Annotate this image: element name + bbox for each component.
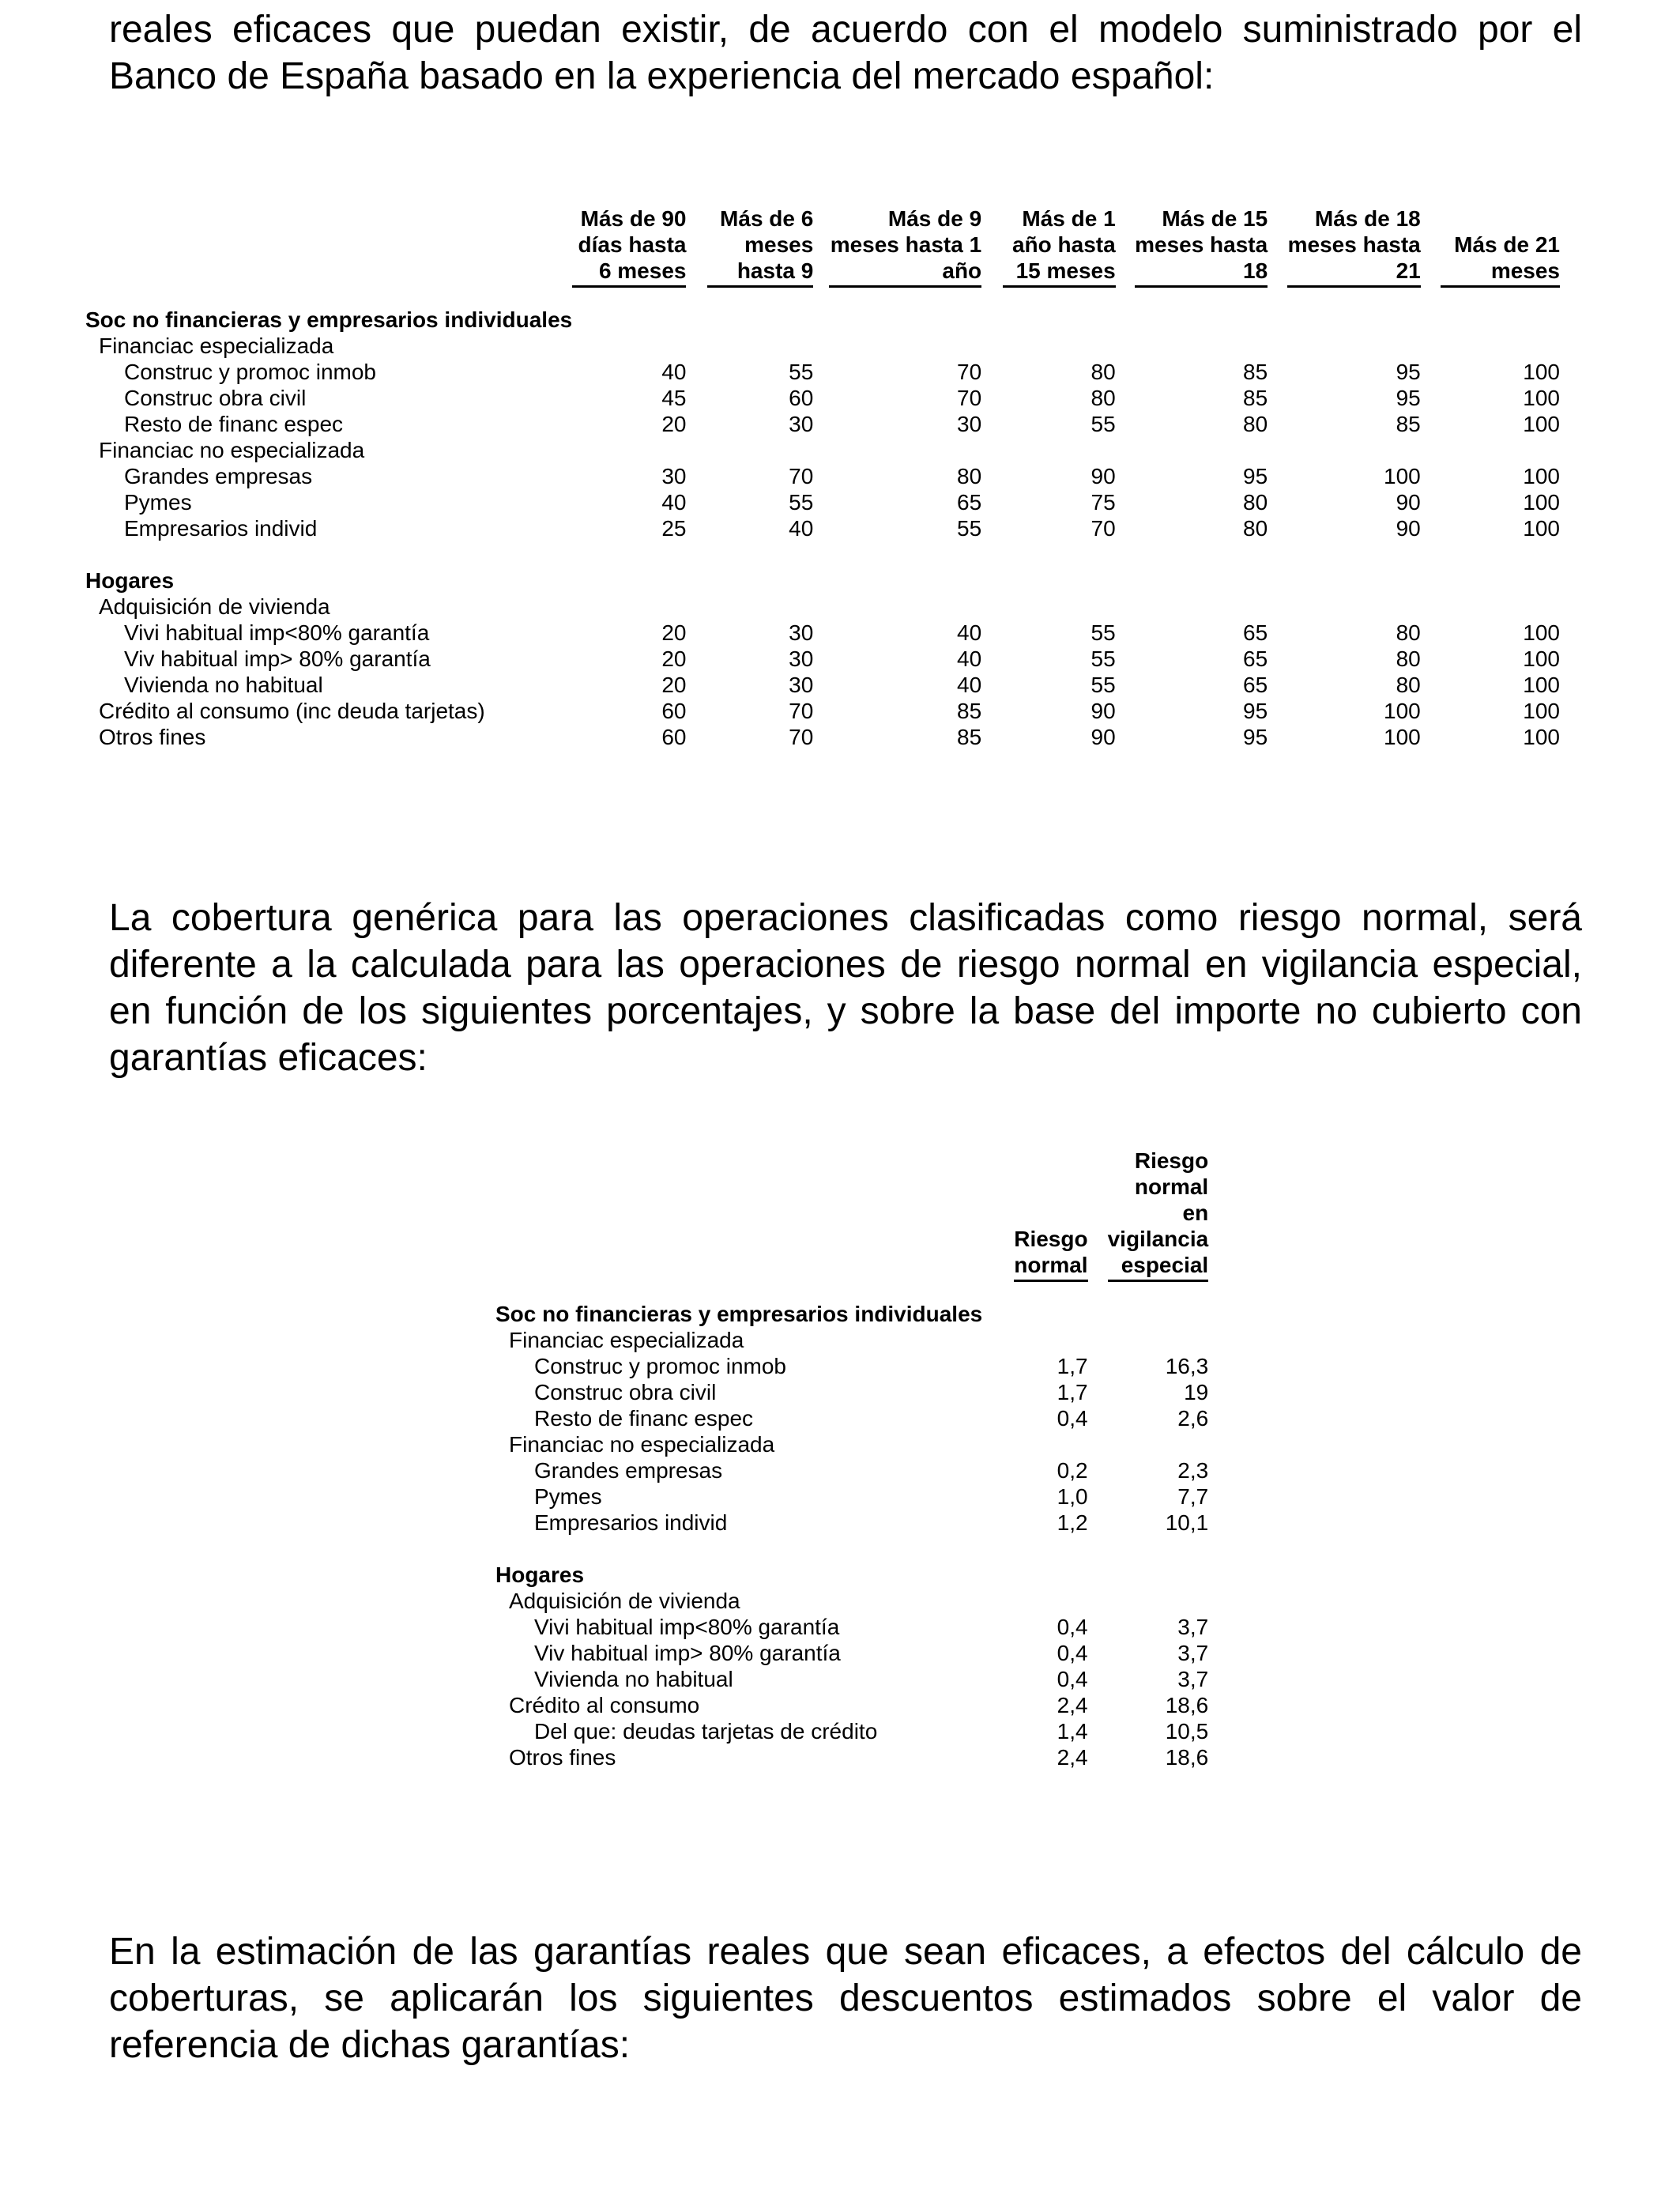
table1-header <box>1116 205 1268 288</box>
row-value <box>572 594 686 620</box>
row-value: 100 <box>1523 464 1560 488</box>
row-value: 65 <box>1243 647 1268 671</box>
row-label: Construc obra civil <box>124 386 307 410</box>
row-label: Adquisición de vivienda <box>509 1589 740 1613</box>
table-row <box>85 385 1560 411</box>
row-value <box>1268 333 1421 359</box>
row-value <box>686 307 813 333</box>
row-value: 85 <box>957 699 982 723</box>
table-row <box>495 1405 1208 1431</box>
row-value: 75 <box>1090 490 1116 515</box>
row-label: Financiac especializada <box>99 334 334 358</box>
row-label: Construc y promoc inmob <box>124 360 377 384</box>
table1-header-text: Más de 15 meses hasta 18 <box>1135 205 1268 288</box>
row-value <box>572 567 686 594</box>
row-value: 70 <box>789 699 814 723</box>
row-value: 100 <box>1523 412 1560 436</box>
row-value: 30 <box>957 412 982 436</box>
table-row <box>495 1536 1208 1562</box>
row-value: 90 <box>1090 464 1116 488</box>
row-value <box>572 333 686 359</box>
row-value <box>1116 437 1268 463</box>
table-row <box>85 646 1560 672</box>
row-value <box>1268 594 1421 620</box>
row-value: 95 <box>1243 725 1268 749</box>
table-row <box>495 1744 1208 1770</box>
row-value <box>1088 1431 1209 1457</box>
row-value: 100 <box>1384 464 1421 488</box>
paragraph-generic-coverage: La cobertura genérica para las operaciones clasificadas como riesgo normal, será diferente a la calculada para las operaciones de riesgo normal en vigilancia especial, en función de los siguientes porcentajes, y sobre la base del importe no cubierto con garantías eficaces: <box>109 897 1582 1079</box>
row-value <box>1116 541 1268 567</box>
row-value <box>1421 594 1560 620</box>
row-label: Pymes <box>124 490 192 515</box>
row-value <box>982 1301 1087 1327</box>
row-value: 20 <box>661 673 687 697</box>
row-value <box>982 1588 1087 1614</box>
row-value: 18,6 <box>1165 1693 1209 1717</box>
row-value: 40 <box>661 490 687 515</box>
row-label: Otros fines <box>99 725 206 749</box>
row-value: 1,7 <box>1057 1380 1088 1404</box>
row-value: 0,4 <box>1057 1641 1088 1665</box>
row-label: Soc no financieras y empresarios individuales <box>495 1302 983 1326</box>
table1-header <box>813 205 981 288</box>
row-value: 85 <box>1396 412 1421 436</box>
row-value: 1,0 <box>1057 1484 1088 1509</box>
table-row <box>85 698 1560 724</box>
table-row <box>495 1301 1208 1327</box>
row-value <box>1421 333 1560 359</box>
row-value: 30 <box>661 464 687 488</box>
row-value <box>813 567 981 594</box>
row-label: Otros fines <box>509 1745 616 1770</box>
table-row <box>85 489 1560 515</box>
row-value <box>813 307 981 333</box>
row-value: 80 <box>1243 516 1268 541</box>
table1-header <box>572 205 686 288</box>
row-value: 19 <box>1184 1380 1209 1404</box>
row-value: 7,7 <box>1177 1484 1209 1509</box>
row-value: 85 <box>1243 386 1268 410</box>
row-value: 80 <box>1090 386 1116 410</box>
row-value <box>1421 307 1560 333</box>
row-label: Crédito al consumo (inc deuda tarjetas) <box>99 699 485 723</box>
table1-header-text: Más de 21 meses <box>1441 232 1560 288</box>
row-value: 0,4 <box>1057 1615 1088 1639</box>
row-value: 100 <box>1523 725 1560 749</box>
row-label: Crédito al consumo <box>509 1693 700 1717</box>
row-value: 70 <box>789 725 814 749</box>
row-value <box>1421 567 1560 594</box>
table1-spacer <box>85 288 1560 307</box>
table-row <box>495 1718 1208 1744</box>
row-value: 16,3 <box>1165 1354 1209 1378</box>
row-value: 80 <box>1090 360 1116 384</box>
row-value: 100 <box>1523 360 1560 384</box>
row-value: 30 <box>789 647 814 671</box>
table1-header-text: Más de 18 meses hasta 21 <box>1287 205 1421 288</box>
row-value: 60 <box>789 386 814 410</box>
row-value: 2,6 <box>1177 1406 1209 1431</box>
row-label: Adquisición de vivienda <box>99 594 330 619</box>
row-label: Viv habitual imp> 80% garantía <box>124 647 431 671</box>
row-value: 80 <box>1396 673 1421 697</box>
row-value <box>1116 333 1268 359</box>
row-value: 30 <box>789 620 814 645</box>
row-value <box>686 437 813 463</box>
row-value: 80 <box>957 464 982 488</box>
row-value: 100 <box>1523 673 1560 697</box>
row-label <box>495 1536 982 1562</box>
row-value <box>981 567 1116 594</box>
paragraph-intro: reales eficaces que puedan existir, de acuerdo con el modelo suministrado por el Banco de España basado en la experiencia del mercado español: <box>109 9 1582 97</box>
row-value: 70 <box>1090 516 1116 541</box>
generic-coverage-table <box>495 1148 1208 1770</box>
table-row <box>85 307 1560 333</box>
row-value <box>1268 567 1421 594</box>
row-value <box>813 594 981 620</box>
row-value <box>813 333 981 359</box>
table-row <box>85 463 1560 489</box>
row-value: 100 <box>1523 386 1560 410</box>
row-value <box>982 1536 1087 1562</box>
row-value: 3,7 <box>1177 1667 1209 1691</box>
table2-spacer <box>495 1282 1208 1301</box>
row-label: Pymes <box>534 1484 602 1509</box>
row-value: 95 <box>1243 464 1268 488</box>
row-value <box>686 541 813 567</box>
row-value: 70 <box>957 386 982 410</box>
row-label: Empresarios individ <box>534 1510 728 1535</box>
row-value <box>686 333 813 359</box>
row-value <box>1268 541 1421 567</box>
row-value: 100 <box>1523 699 1560 723</box>
row-label: Grandes empresas <box>534 1458 723 1483</box>
row-value <box>572 541 686 567</box>
row-label: Grandes empresas <box>124 464 313 488</box>
table1-header-text: Más de 90 días hasta 6 meses <box>572 205 686 288</box>
table-row <box>495 1483 1208 1510</box>
table-row <box>85 411 1560 437</box>
table-row <box>495 1327 1208 1353</box>
row-value: 40 <box>789 516 814 541</box>
row-value <box>981 307 1116 333</box>
table2-header-row <box>495 1148 1208 1282</box>
row-value: 85 <box>1243 360 1268 384</box>
table-row <box>495 1666 1208 1692</box>
row-value: 80 <box>1396 647 1421 671</box>
row-value: 0,4 <box>1057 1667 1088 1691</box>
row-value: 40 <box>957 620 982 645</box>
row-value: 80 <box>1243 490 1268 515</box>
row-value: 10,1 <box>1165 1510 1209 1535</box>
row-label: Viv habitual imp> 80% garantía <box>534 1641 841 1665</box>
row-label: Vivienda no habitual <box>534 1667 733 1691</box>
row-value <box>982 1562 1087 1588</box>
table-row <box>495 1562 1208 1588</box>
row-label: Soc no financieras y empresarios individuales <box>85 307 573 332</box>
table1-header-text: Más de 1 año hasta 15 meses <box>1003 205 1116 288</box>
table1-header <box>981 205 1116 288</box>
row-label: Vivi habitual imp<80% garantía <box>124 620 430 645</box>
row-value: 70 <box>789 464 814 488</box>
row-value <box>1116 594 1268 620</box>
row-label: Financiac no especializada <box>509 1432 775 1457</box>
row-value: 65 <box>1243 620 1268 645</box>
row-value: 95 <box>1396 386 1421 410</box>
row-value: 2,4 <box>1057 1693 1088 1717</box>
row-value: 18,6 <box>1165 1745 1209 1770</box>
table2-header-text: Riesgo normal en vigilancia especial <box>1108 1148 1209 1282</box>
table1-header <box>686 205 813 288</box>
row-value: 40 <box>957 673 982 697</box>
table1-header <box>1268 205 1421 288</box>
row-value <box>982 1327 1087 1353</box>
row-value: 55 <box>789 490 814 515</box>
table-row <box>85 541 1560 567</box>
row-label: Vivienda no habitual <box>124 673 323 697</box>
table-row <box>85 515 1560 541</box>
row-value: 100 <box>1523 490 1560 515</box>
table2-header-text: Riesgo normal <box>1014 1226 1087 1282</box>
row-value <box>1421 437 1560 463</box>
row-label: Hogares <box>495 1563 585 1587</box>
table-row <box>495 1692 1208 1718</box>
row-value: 1,7 <box>1057 1354 1088 1378</box>
row-value: 55 <box>1090 673 1116 697</box>
row-value: 3,7 <box>1177 1641 1209 1665</box>
table1-header-row <box>85 205 1560 288</box>
table-row <box>495 1614 1208 1640</box>
row-value: 55 <box>1090 412 1116 436</box>
row-label: Resto de financ espec <box>534 1406 754 1431</box>
table-row <box>85 437 1560 463</box>
table1-body <box>85 307 1560 750</box>
row-value <box>982 1431 1087 1457</box>
row-value: 25 <box>661 516 687 541</box>
row-label: Vivi habitual imp<80% garantía <box>534 1615 840 1639</box>
row-value: 0,4 <box>1057 1406 1088 1431</box>
row-value: 30 <box>789 673 814 697</box>
row-value <box>1268 307 1421 333</box>
row-value <box>1088 1562 1209 1588</box>
row-value: 100 <box>1523 647 1560 671</box>
row-value <box>1116 567 1268 594</box>
row-value: 1,2 <box>1057 1510 1088 1535</box>
row-value <box>1268 437 1421 463</box>
row-value: 100 <box>1523 620 1560 645</box>
row-value: 40 <box>661 360 687 384</box>
table-row <box>495 1353 1208 1379</box>
row-value: 55 <box>1090 647 1116 671</box>
row-label: Del que: deudas tarjetas de crédito <box>534 1719 878 1744</box>
row-value <box>981 437 1116 463</box>
row-value <box>981 333 1116 359</box>
row-value: 80 <box>1243 412 1268 436</box>
row-label: Construc y promoc inmob <box>534 1354 787 1378</box>
table1-header-text: Más de 6 meses hasta 9 <box>707 205 813 288</box>
table-row <box>85 359 1560 385</box>
row-value <box>1421 541 1560 567</box>
row-value <box>1088 1588 1209 1614</box>
row-label <box>85 541 572 567</box>
table-row <box>495 1640 1208 1666</box>
row-value: 1,4 <box>1057 1719 1088 1744</box>
table-row <box>495 1510 1208 1536</box>
row-value: 90 <box>1396 490 1421 515</box>
row-value <box>981 594 1116 620</box>
table2-header-label <box>495 1148 982 1282</box>
row-value: 65 <box>1243 673 1268 697</box>
table-row <box>85 567 1560 594</box>
row-value: 80 <box>1396 620 1421 645</box>
row-value: 85 <box>957 725 982 749</box>
row-label: Financiac no especializada <box>99 438 365 462</box>
row-value: 55 <box>957 516 982 541</box>
row-value: 55 <box>789 360 814 384</box>
table-row <box>85 672 1560 698</box>
table-row <box>85 724 1560 750</box>
row-value <box>1088 1327 1209 1353</box>
row-value: 2,4 <box>1057 1745 1088 1770</box>
row-value <box>813 437 981 463</box>
row-value <box>686 594 813 620</box>
row-value: 90 <box>1090 725 1116 749</box>
row-value <box>1088 1536 1209 1562</box>
table1-header <box>1421 205 1560 288</box>
table-row <box>495 1457 1208 1483</box>
row-value: 65 <box>957 490 982 515</box>
table1-header-label <box>85 205 572 288</box>
table-row <box>495 1379 1208 1405</box>
row-value <box>1088 1301 1209 1327</box>
row-label: Financiac especializada <box>509 1328 744 1352</box>
table-row <box>495 1588 1208 1614</box>
row-value: 60 <box>661 699 687 723</box>
row-value <box>813 541 981 567</box>
table-row <box>85 594 1560 620</box>
row-value: 95 <box>1396 360 1421 384</box>
row-label: Hogares <box>85 568 175 593</box>
row-value: 55 <box>1090 620 1116 645</box>
row-value: 30 <box>789 412 814 436</box>
row-value: 45 <box>661 386 687 410</box>
row-value <box>981 541 1116 567</box>
row-value: 100 <box>1384 699 1421 723</box>
table2-header <box>1088 1148 1209 1282</box>
table1-header-text: Más de 9 meses hasta 1 año <box>829 205 981 288</box>
row-value: 100 <box>1384 725 1421 749</box>
row-value: 20 <box>661 620 687 645</box>
row-value: 10,5 <box>1165 1719 1209 1744</box>
coverage-by-age-table <box>85 205 1560 750</box>
row-value <box>572 437 686 463</box>
paragraph-guarantee-discounts: En la estimación de las garantías reales que sean eficaces, a efectos del cálculo de coberturas, se aplicarán los siguientes descuentos estimados sobre el valor de referencia de dichas garantías: <box>109 1931 1582 2066</box>
row-value <box>572 307 686 333</box>
row-value: 0,2 <box>1057 1458 1088 1483</box>
table-row <box>495 1431 1208 1457</box>
row-value: 70 <box>957 360 982 384</box>
row-value: 90 <box>1090 699 1116 723</box>
row-value: 100 <box>1523 516 1560 541</box>
row-value: 95 <box>1243 699 1268 723</box>
table-row <box>85 620 1560 646</box>
table2-body <box>495 1301 1208 1770</box>
row-label: Resto de financ espec <box>124 412 344 436</box>
row-value: 20 <box>661 412 687 436</box>
row-value <box>686 567 813 594</box>
row-value: 90 <box>1396 516 1421 541</box>
row-label: Construc obra civil <box>534 1380 717 1404</box>
row-value: 2,3 <box>1177 1458 1209 1483</box>
row-value: 3,7 <box>1177 1615 1209 1639</box>
row-label: Empresarios individ <box>124 516 318 541</box>
table2-header <box>982 1148 1087 1282</box>
row-value: 20 <box>661 647 687 671</box>
row-value: 40 <box>957 647 982 671</box>
row-value <box>1116 307 1268 333</box>
row-value: 60 <box>661 725 687 749</box>
table-row <box>85 333 1560 359</box>
